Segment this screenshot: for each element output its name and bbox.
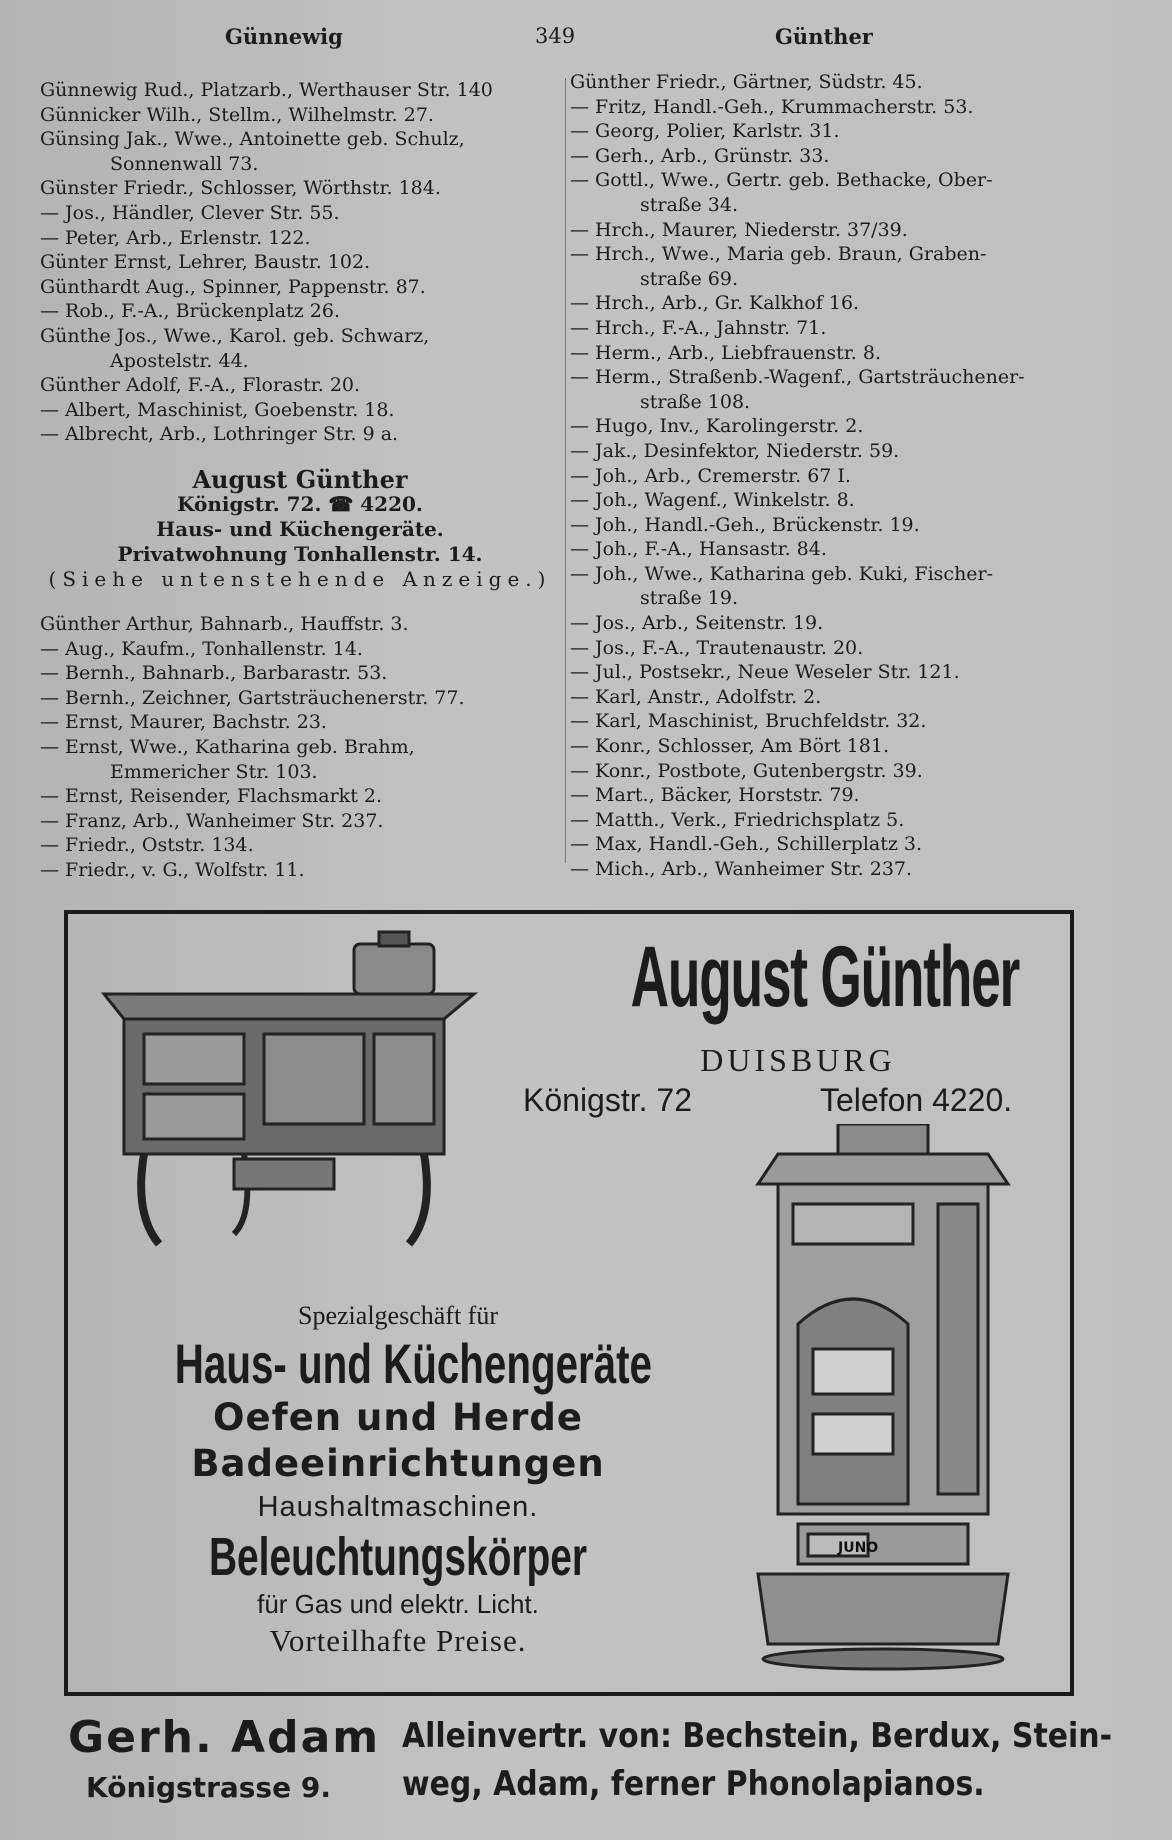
ad-brand: August Günther (630, 929, 1020, 1025)
directory-entry: — Peter, Arb., Erlenstr. 122. (40, 226, 311, 249)
directory-entry: Günther Adolf, F.-A., Florastr. 20. (40, 374, 361, 397)
footer-line1: Alleinvertr. von: Bechstein, Berdux, Stein- (402, 1716, 1113, 1756)
ad-line6: Beleuchtungskörper (208, 1527, 588, 1587)
box-address: Königstr. 72. ☎ 4220. (177, 492, 423, 516)
ad-line4: Badeeinrichtungen (191, 1442, 605, 1485)
directory-entry: Günsing Jak., Wwe., Antoinette geb. Schulz, (40, 128, 465, 151)
ad-text-block (88, 1299, 708, 1661)
left-column-bottom (40, 612, 560, 883)
ad-address: Königstr. 72 (523, 1082, 692, 1118)
directory-entry: Günthe Jos., Wwe., Karol. geb. Schwarz, (40, 324, 430, 347)
directory-entry: — Max, Handl.-Geh., Schillerplatz 3. (570, 833, 923, 856)
header-left: Günnewig (225, 24, 343, 49)
directory-entry: — Hrch., Maurer, Niederstr. 37/39. (570, 218, 908, 241)
footer-name: Gerh. Adam (68, 1712, 381, 1763)
ad-line7: für Gas und elektr. Licht. (257, 1589, 539, 1619)
directory-entry: — Albrecht, Arb., Lothringer Str. 9 a. (40, 423, 399, 446)
directory-entry: — Herm., Arb., Liebfrauenstr. 8. (570, 341, 882, 364)
directory-entry: Günnicker Wilh., Stellm., Wilhelmstr. 27. (40, 103, 434, 126)
directory-entry: — Jos., Händler, Clever Str. 55. (40, 201, 340, 224)
directory-entry: — Karl, Maschinist, Bruchfeldstr. 32. (570, 710, 927, 733)
ad-phone: Telefon 4220. (820, 1082, 1013, 1118)
directory-entry: — Konr., Schlosser, Am Bört 181. (570, 735, 889, 758)
ad-line5: Haushaltmaschinen. (257, 1491, 539, 1523)
box-line2: Privatwohnung Tonhallenstr. 14. (117, 542, 483, 566)
directory-entry: — Ernst, Reisender, Flachsmarkt 2. (40, 785, 382, 808)
directory-entry: — Rob., F.-A., Brückenplatz 26. (40, 300, 340, 323)
directory-entry: — Hrch., F.-A., Jahnstr. 71. (570, 316, 827, 339)
directory-entry: — Franz, Arb., Wanheimer Str. 237. (40, 809, 384, 832)
directory-entry: — Gottl., Wwe., Gertr. geb. Bethacke, Ober- (570, 169, 993, 192)
ad-city: DUISBURG (700, 1042, 896, 1078)
advertisement (64, 910, 1074, 1696)
directory-entry: — Fritz, Handl.-Geh., Krummacherstr. 53. (570, 95, 974, 118)
footer-address: Königstrasse 9. (86, 1771, 331, 1804)
directory-entry: straße 108. (640, 390, 751, 413)
directory-entry: — Konr., Postbote, Gutenbergstr. 39. (570, 759, 923, 782)
directory-entry: Günnewig Rud., Platzarb., Werthauser Str. 140 (40, 79, 493, 101)
ad-line8: Vorteilhafte Preise. (269, 1623, 527, 1658)
directory-entry: — Hrch., Wwe., Maria geb. Braun, Graben- (570, 243, 987, 266)
directory-entry: Apostelstr. 44. (110, 349, 249, 372)
header-right: Günther (775, 24, 873, 49)
box-line1: Haus- und Küchengeräte. (156, 517, 444, 541)
directory-entry: Günther Friedr., Gärtner, Südstr. 45. (570, 71, 923, 93)
directory-entry: — Matth., Verk., Friedrichsplatz 5. (570, 808, 905, 831)
right-column (570, 70, 1130, 882)
directory-entry: — Joh., Wagenf., Winkelstr. 8. (570, 489, 855, 512)
directory-entry: — Joh., Arb., Cremerstr. 67 I. (570, 464, 851, 487)
footer-line2: weg, Adam, ferner Phonolapianos. (402, 1764, 985, 1804)
directory-entry: — Karl, Anstr., Adolfstr. 2. (570, 685, 822, 708)
box-line3: (Siehe untenstehende Anzeige.) (48, 567, 552, 591)
directory-entry: — Bernh., Bahnarb., Barbarastr. 53. (40, 662, 388, 685)
directory-entry: — Jul., Postsekr., Neue Weseler Str. 121. (570, 661, 960, 684)
ad-line2: Haus- und Küchengeräte (174, 1332, 652, 1395)
directory-entry: — Friedr., v. G., Wolfstr. 11. (40, 858, 305, 881)
directory-entry: Emmericher Str. 103. (110, 760, 318, 783)
ad-line3: Oefen und Herde (213, 1396, 583, 1439)
directory-entry: Günster Friedr., Schlosser, Wörthstr. 184. (40, 177, 441, 200)
directory-entry: — Ernst, Maurer, Bachstr. 23. (40, 711, 327, 734)
directory-entry: — Mart., Bäcker, Horststr. 79. (570, 784, 860, 807)
directory-entry: — Joh., F.-A., Hansastr. 84. (570, 538, 827, 561)
ad-line1: Spezialgeschäft für (298, 1301, 498, 1330)
directory-entry: Günthardt Aug., Spinner, Pappenstr. 87. (40, 275, 426, 298)
directory-entry: — Gerh., Arb., Grünstr. 33. (570, 144, 830, 167)
directory-entry: — Albert, Maschinist, Goebenstr. 18. (40, 398, 395, 421)
oven-label: JUNO (838, 1540, 879, 1556)
page-number: 349 (535, 24, 576, 48)
box-listing (40, 467, 560, 592)
directory-entry: — Jos., F.-A., Trautenaustr. 20. (570, 636, 864, 659)
directory-entry: Günther Arthur, Bahnarb., Hauffstr. 3. (40, 613, 409, 635)
directory-entry: straße 19. (640, 587, 738, 610)
directory-entry: — Aug., Kaufm., Tonhallenstr. 14. (40, 637, 363, 660)
directory-entry: Sonnenwall 73. (110, 152, 259, 175)
directory-entry: — Hrch., Arb., Gr. Kalkhof 16. (570, 292, 860, 315)
directory-entry: — Bernh., Zeichner, Gartsträuchenerstr. 77. (40, 686, 465, 709)
left-column-top (40, 78, 560, 447)
directory-entry: — Mich., Arb., Wanheimer Str. 237. (570, 858, 913, 880)
directory-entry: — Ernst, Wwe., Katharina geb. Brahm, (40, 735, 415, 758)
directory-entry: straße 69. (640, 267, 738, 290)
directory-entry: — Joh., Wwe., Katharina geb. Kuki, Fischer- (570, 562, 994, 585)
oven-illustration (748, 1124, 1018, 1674)
directory-entry: — Georg, Polier, Karlstr. 31. (570, 120, 840, 143)
directory-entry: Günter Ernst, Lehrer, Baustr. 102. (40, 251, 371, 274)
directory-entry: — Herm., Straßenb.-Wagenf., Gartsträuchener- (570, 366, 1025, 389)
directory-entry: — Friedr., Oststr. 134. (40, 834, 254, 857)
directory-entry: — Hugo, Inv., Karolingerstr. 2. (570, 415, 864, 438)
directory-entry: — Jos., Arb., Seitenstr. 19. (570, 612, 824, 635)
directory-entry: straße 34. (640, 193, 738, 216)
column-divider (565, 78, 566, 863)
directory-entry: — Joh., Handl.-Geh., Brückenstr. 19. (570, 513, 920, 536)
box-name: August Günther (192, 465, 408, 494)
stove-illustration (84, 924, 504, 1254)
directory-entry: — Jak., Desinfektor, Niederstr. 59. (570, 439, 900, 462)
